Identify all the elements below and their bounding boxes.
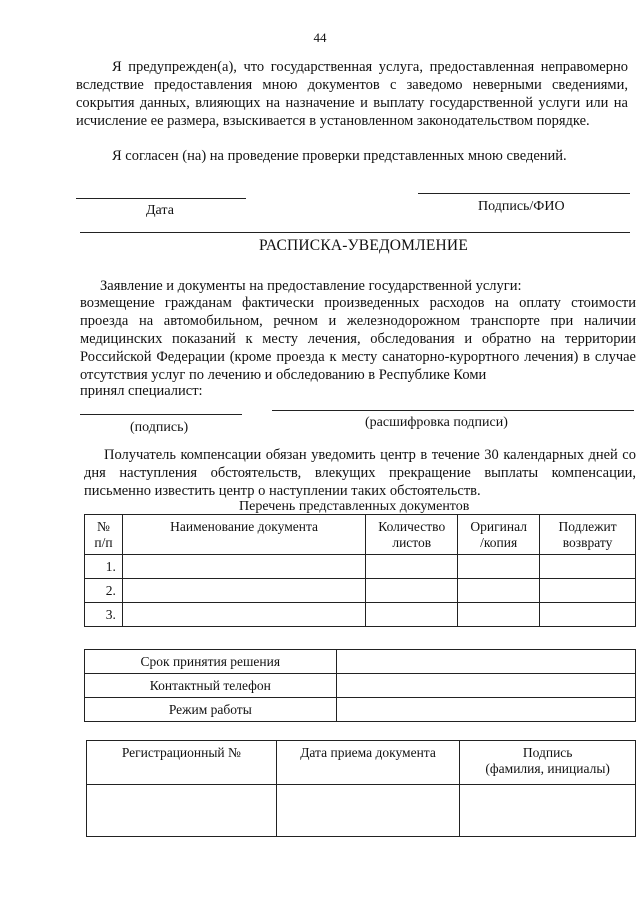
- table-row: [85, 579, 636, 603]
- row-number: 1.: [85, 555, 123, 579]
- signature-fio-label: Подпись/ФИО: [478, 199, 565, 214]
- consent-paragraph: Я согласен (на) на проведение проверки представленных мною сведений.: [112, 148, 567, 164]
- date-line: [76, 198, 246, 199]
- warning-paragraph: Я предупрежден(а), что государственная услуга, предоставленная неправомерно вследствие предоставления мною документов с заведомо неверными сведениями, сокрытия данных, влияющих на назначение и выплату государственной услуги или на исчисление ее размера, взыскивается в установленном законодательством порядке.: [76, 59, 628, 129]
- original-copy-cell[interactable]: [458, 579, 540, 603]
- contact-phone-value[interactable]: [336, 674, 635, 698]
- contact-phone-label: Контактный телефон: [85, 674, 337, 698]
- table-row: [85, 555, 636, 579]
- date-label: Дата: [146, 203, 174, 218]
- decision-term-value[interactable]: [336, 650, 635, 674]
- reg-number-label: Регистрационный №: [87, 741, 277, 785]
- service-description: возмещение гражданам фактически произведенных расходов на оплату стоимости проезда на автомобильном, речном и железнодорожном транспорте при наличии медицинских показаний к месту лечения, обследования и обратно на территории Российской Федерации (кроме проезда к месту санаторно-курортного лечения) в случае отсутствия услуг по лечению и обследованию в Республике Коми: [80, 295, 636, 383]
- document-name-cell[interactable]: [122, 603, 365, 627]
- signature-header: [460, 741, 636, 785]
- page-number: 44: [313, 30, 327, 45]
- specialist-signature-label: (подпись): [130, 420, 189, 435]
- return-cell[interactable]: [540, 555, 636, 579]
- signature-header-line2: (фамилия, инициалы): [485, 761, 610, 776]
- sheet-count-cell[interactable]: [366, 603, 458, 627]
- return-cell[interactable]: [540, 579, 636, 603]
- working-hours-value[interactable]: [336, 698, 635, 722]
- application-intro: Заявление и документы на предоставление государственной услуги:: [100, 278, 522, 294]
- header-original: [458, 515, 540, 555]
- return-cell[interactable]: [540, 603, 636, 627]
- signature-value[interactable]: [460, 785, 636, 837]
- header-name: Наименование документа: [122, 515, 365, 555]
- original-copy-cell[interactable]: [458, 603, 540, 627]
- section-divider: [80, 232, 630, 233]
- document-name-cell[interactable]: [122, 555, 365, 579]
- table-row: [85, 603, 636, 627]
- header-original-line1: Оригинал: [470, 518, 527, 534]
- specialist-decoding-line: [272, 410, 634, 411]
- documents-table-header: [85, 515, 636, 555]
- info-table: [84, 649, 636, 722]
- receipt-date-label: Дата приема документа: [276, 741, 460, 785]
- accepted-by-label: принял специалист:: [80, 383, 203, 399]
- specialist-signature-line: [80, 414, 242, 415]
- header-number: [85, 515, 123, 555]
- row-number: 3.: [85, 603, 123, 627]
- receipt-title: РАСПИСКА-УВЕДОМЛЕНИЕ: [259, 237, 468, 254]
- header-return-line2: возврату: [562, 534, 613, 550]
- receipt-date-value[interactable]: [276, 785, 460, 837]
- decision-term-label: Срок принятия решения: [85, 650, 337, 674]
- document-name-cell[interactable]: [122, 579, 365, 603]
- working-hours-label: Режим работы: [85, 698, 337, 722]
- header-count-line2: листов: [392, 534, 432, 550]
- documents-table: [84, 514, 636, 627]
- header-return-line1: Подлежит: [558, 518, 617, 534]
- row-number: 2.: [85, 579, 123, 603]
- sheet-count-cell[interactable]: [366, 579, 458, 603]
- notification-paragraph: Получатель компенсации обязан уведомить центр в течение 30 календарных дней со дня наступления обстоятельств, влекущих прекращение выплаты компенсации, письменно известить центр о наступлении таких обстоятельств.: [84, 447, 636, 499]
- header-count-line1: Количество: [378, 518, 446, 534]
- documents-list-title: Перечень представленных документов: [239, 499, 470, 514]
- header-return: [540, 515, 636, 555]
- reg-number-value[interactable]: [87, 785, 277, 837]
- registration-table: [86, 740, 636, 837]
- sheet-count-cell[interactable]: [366, 555, 458, 579]
- header-number-line2: п/п: [94, 534, 113, 550]
- header-number-line1: №: [97, 518, 110, 534]
- signature-line: [418, 193, 630, 194]
- specialist-decoding-label: (расшифровка подписи): [365, 415, 508, 430]
- signature-header-line1: Подпись: [522, 745, 573, 760]
- header-original-line2: /копия: [480, 534, 518, 550]
- header-count: [366, 515, 458, 555]
- original-copy-cell[interactable]: [458, 555, 540, 579]
